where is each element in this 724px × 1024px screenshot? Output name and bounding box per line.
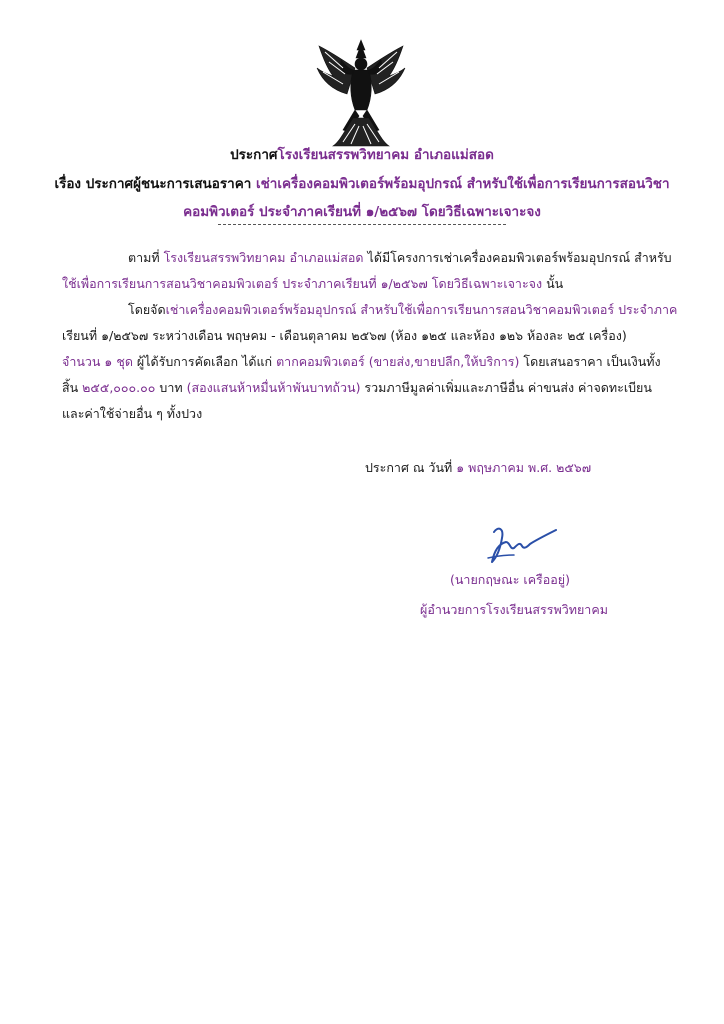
text-run: ได้มีโครงการ <box>363 250 440 265</box>
text-run: เช่าเครื่องคอมพิวเตอร์พร้อมอุปกรณ์ สำหรับ <box>439 250 672 265</box>
paragraph-2-line-3 <box>62 349 661 375</box>
date-prefix: ประกาศ ณ วันที่ <box>365 460 457 475</box>
announcement-date <box>365 458 591 478</box>
garuda-emblem <box>313 38 409 148</box>
text-run: สิ้น <box>62 380 83 395</box>
text-run: ใช้เพื่อการเรียนการสอนวิชาคอมพิวเตอร์ ประจำภาคเรียนที่ ๑/๒๕๖๗ โดยวิธีเฉพาะเจาะจง <box>62 276 543 291</box>
text-run: โดยเสนอราคา เป็นเงินทั้ง <box>519 354 661 369</box>
text-run: รวมภาษีมูลค่าเพิ่มและภาษีอื่น ค่าขนส่ง ค่าจดทะเบียน <box>360 380 652 395</box>
paragraph-2-line-1 <box>128 297 677 323</box>
paragraph-2-line-2: เรียนที่ ๑/๒๕๖๗ ระหว่างเดือน พฤษคม - เดือนตุลาคม ๒๕๖๗ (ห้อง ๑๒๕ และห้อง ๑๒๖ ห้องละ ๒๕ เครื่อง) <box>62 328 627 343</box>
subject-prefix: เรื่อง ประกาศผู้ชนะการเสนอราคา <box>54 176 257 192</box>
text-run: เช่าเครื่องคอมพิวเตอร์พร้อมอุปกรณ์ สำหรับใช้เพื่อการเรียนการสอนวิชาคอมพิวเตอร์ ประจำภาค <box>165 302 678 317</box>
paragraph-1-line-2 <box>62 271 563 297</box>
text-run: ตามที่ <box>128 250 164 265</box>
subject-line-1 <box>30 172 694 194</box>
subject-highlight: เช่าเครื่องคอมพิวเตอร์พร้อมอุปกรณ์ สำหรับใช้เพื่อการเรียนการสอนวิชา <box>256 176 670 192</box>
subject-line-2: คอมพิวเตอร์ ประจำภาคเรียนที่ ๑/๒๕๖๗ โดยวิธีเฉพาะเจาะจง <box>183 204 541 220</box>
text-run: โดยจัด <box>128 302 166 317</box>
text-run: ผู้ได้รับการคัดเลือก ได้แก่ <box>132 354 277 369</box>
handwritten-signature <box>484 522 560 566</box>
announcement-title <box>0 143 724 165</box>
text-run: จำนวน ๑ ชุด <box>62 354 133 369</box>
divider <box>218 224 506 225</box>
title-prefix: ประกาศ <box>230 147 278 163</box>
signer-position: ผู้อำนวยการโรงเรียนสรรพวิทยาคม <box>420 602 608 617</box>
paragraph-2-line-4 <box>62 375 652 401</box>
date-value: ๑ พฤษภาคม พ.ศ. ๒๕๖๗ <box>456 460 592 475</box>
paragraph-2-line-5: และค่าใช้จ่ายอื่น ๆ ทั้งปวง <box>62 406 203 421</box>
title-school: โรงเรียนสรรพวิทยาคม อำเภอแม่สอด <box>277 147 494 163</box>
text-run: ตากคอมพิวเตอร์ (ขายส่ง,ขายปลีก,ให้บริการ) <box>276 354 520 369</box>
text-run: ๒๕๕,๐๐๐.๐๐ <box>82 380 156 395</box>
text-run: บาท <box>155 380 187 395</box>
text-run: นั้น <box>542 276 564 291</box>
text-run: (สองแสนห้าหมื่นห้าพันบาทถ้วน) <box>186 380 361 395</box>
paragraph-1-line-1 <box>128 245 672 271</box>
text-run: โรงเรียนสรรพวิทยาคม อำเภอแม่สอด <box>163 250 364 265</box>
signer-name: (นายกฤษณะ เครืออยู่) <box>450 572 570 587</box>
